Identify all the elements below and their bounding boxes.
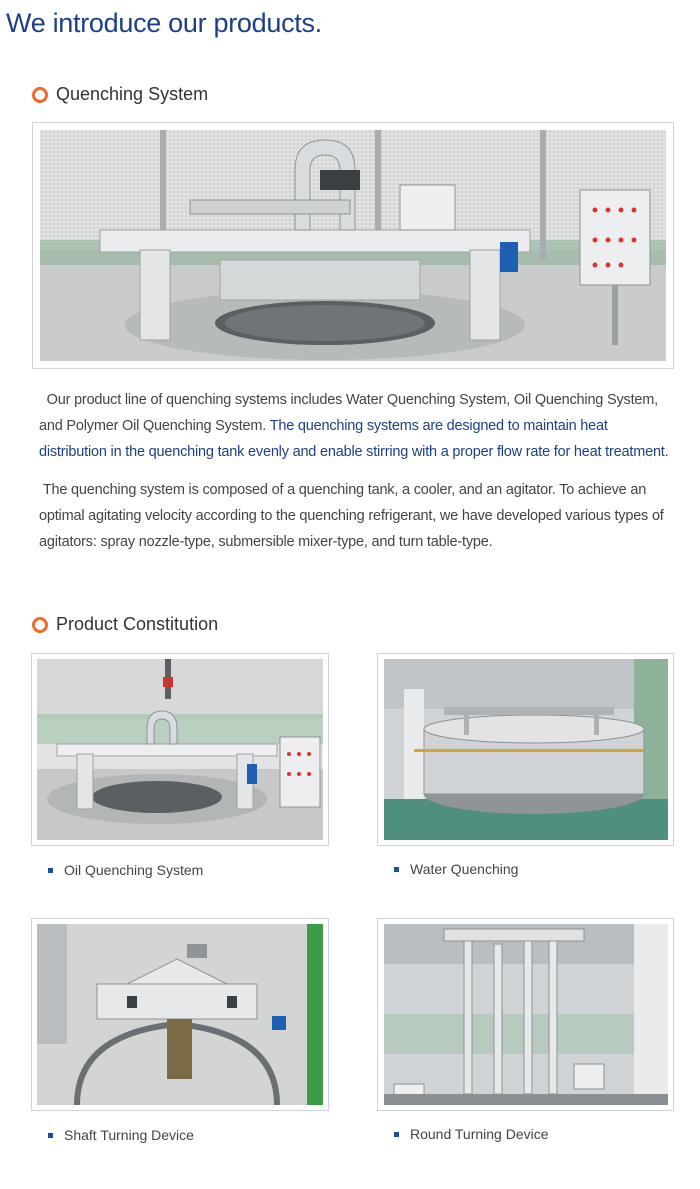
circle-bullet-icon	[32, 87, 48, 103]
product-photo-frame	[377, 653, 674, 846]
product-caption	[394, 861, 518, 877]
description-text: Our product line of quenching systems includes Water Quenching System, Oil Quenching System, and Polymer Oil Quenching System.	[39, 392, 658, 434]
product-caption	[48, 862, 203, 878]
main-photo-frame	[32, 122, 674, 369]
description-highlight: The quenching systems are designed to maintain heat distribution in the quenching tank evenly and enable stirring with a proper flow rate for heat treatment.	[39, 418, 669, 460]
product-label: Round Turning Device	[410, 1126, 549, 1142]
round-turning-photo	[384, 924, 668, 1105]
shaft-turning-photo	[37, 924, 323, 1105]
product-photo-frame	[31, 918, 329, 1111]
page-title: We introduce our products.	[6, 8, 322, 38]
square-bullet-icon	[394, 867, 399, 872]
product-label: Oil Quenching System	[64, 862, 204, 878]
section-heading-quenching	[32, 84, 208, 105]
product-label: Water Quenching	[410, 861, 519, 877]
section-title: Quenching System	[56, 84, 209, 104]
quenching-description-2	[39, 477, 679, 555]
oil-quenching-photo	[37, 659, 323, 840]
quenching-description-1	[39, 387, 679, 465]
quenching-system-photo	[40, 130, 666, 361]
water-quenching-photo	[384, 659, 668, 840]
square-bullet-icon	[48, 868, 53, 873]
product-photo-frame	[377, 918, 674, 1111]
circle-bullet-icon	[32, 617, 48, 633]
square-bullet-icon	[394, 1132, 399, 1137]
description-text: The quenching system is composed of a quenching tank, a cooler, and an agitator. To achieve an optimal agitating velocity according to the quenching refrigerant, we have developed various types of agitators: spray nozzle-type, submersible mixer-type, and turn table-type.	[39, 482, 664, 550]
section-heading-constitution	[32, 614, 218, 635]
product-caption	[48, 1127, 194, 1143]
product-label: Shaft Turning Device	[64, 1127, 194, 1143]
section-title: Product Constitution	[56, 614, 219, 634]
product-photo-frame	[31, 653, 329, 846]
square-bullet-icon	[48, 1133, 53, 1138]
product-caption	[394, 1126, 549, 1142]
